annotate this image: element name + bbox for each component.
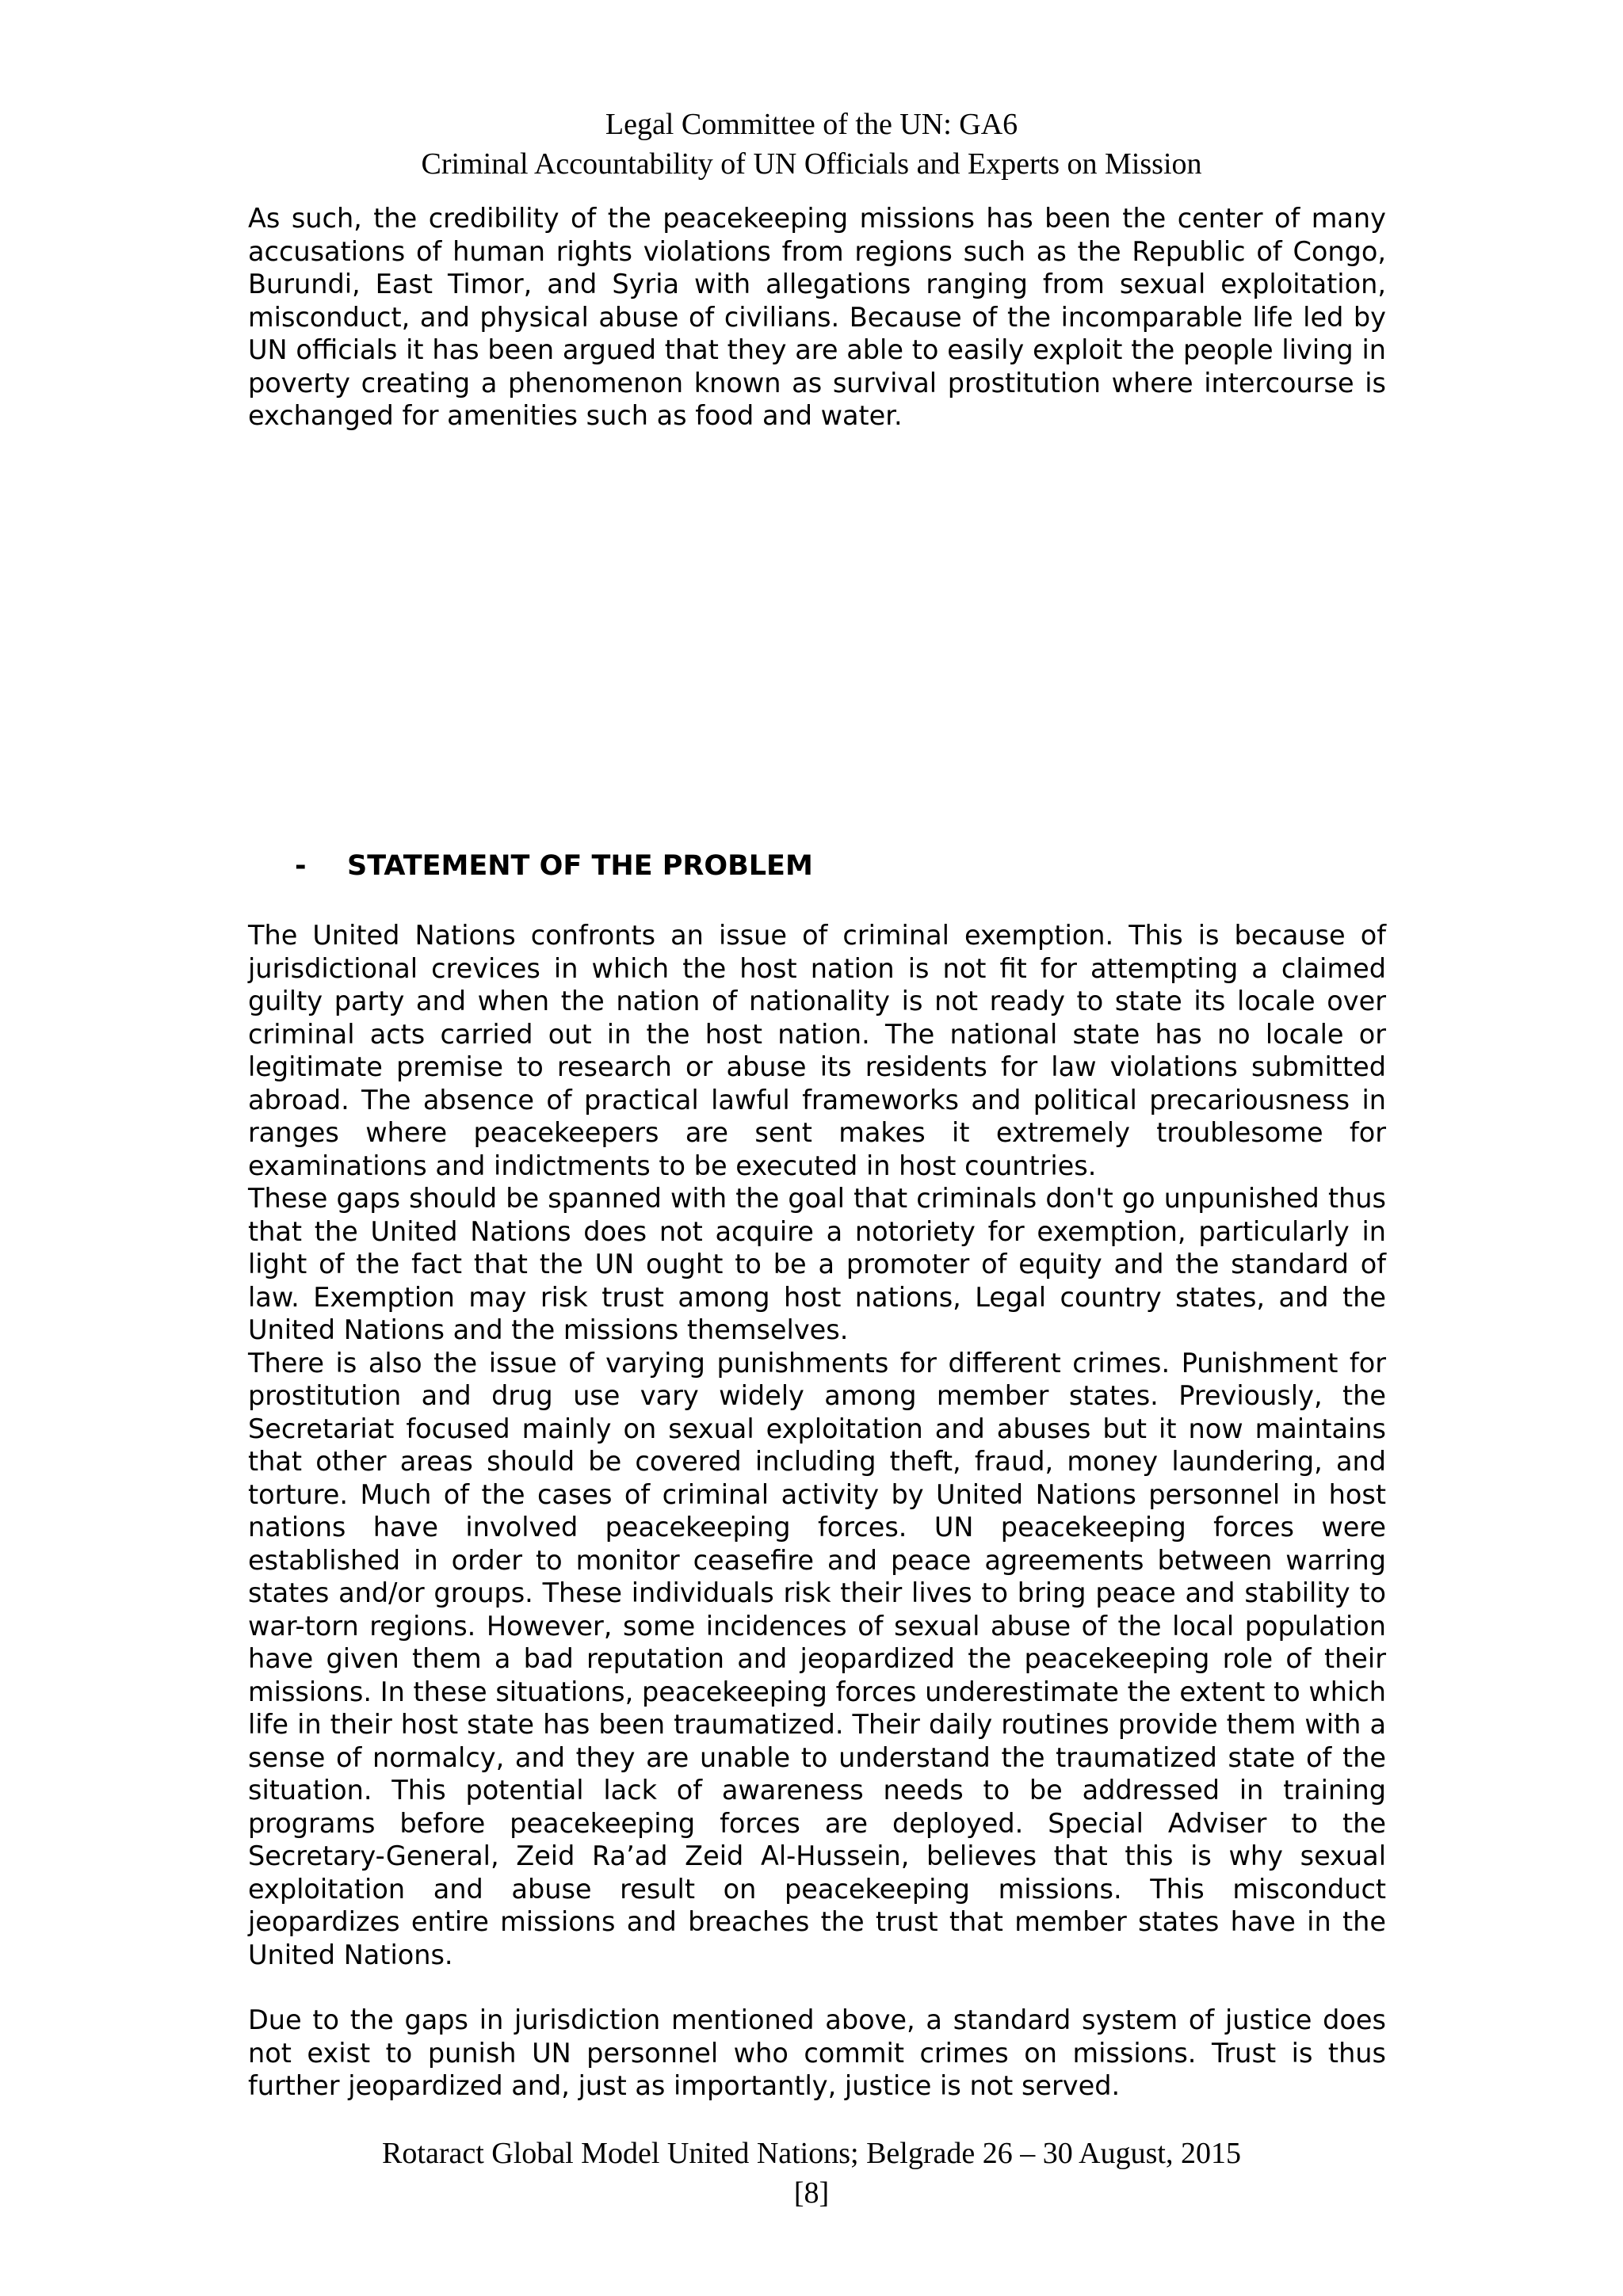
paragraph-2: These gaps should be spanned with the goal that criminals don't go unpunished thus that the United Nations does not acquire a notoriety for exemption, particularly in light of the fact that the UN ought to be a promoter of equity and the standard of law. Exemption may risk trust among host nations, Legal country states, and the United Nations and the missions themselves. [248, 1183, 1386, 1345]
conference-line: Rotaract Global Model United Nations; Belgrade 26 – 30 August, 2015 [382, 2137, 1241, 2170]
section-heading-text: STATEMENT OF THE PROBLEM [347, 850, 813, 882]
paragraph-3: There is also the issue of varying punishments for different crimes. Punishment for prostitution and drug use vary widely among member states. Previously, the Secretariat focused mainly on sexual exploitation and abuses but it now maintains that other areas should be covered including theft, fraud, money laundering, and torture. Much of the cases of criminal activity by United Nations personnel in host nations have involved peacekeeping forces. UN peacekeeping forces were established in order to monitor ceasefire and peace agreements between warring states and/or groups. These individuals risk their lives to bring peace and stability to war-torn regions. However, some incidences of sexual abuse of the local population have given them a bad reputation and jeopardized the peacekeeping role of their missions. In these situations, peacekeeping forces underestimate the extent to which life in their host state has been traumatized. Their daily routines provide them with a sense of normalcy, and they are unable to understand the traumatized state of the situation. This potential lack of awareness needs to be addressed in training programs before peacekeeping forces are deployed. Special Adviser to the Secretary-General, Zeid Ra’ad Zeid Al-Hussein, believes that this is why sexual exploitation and abuse result on peacekeeping missions. This misconduct jeopardizes entire missions and breaches the trust that member states have in the United Nations. [248, 1347, 1386, 1970]
page-number: [8] [793, 2176, 830, 2210]
intro-paragraph: As such, the credibility of the peacekeeping missions has been the center of many accusations of human rights violations from regions such as the Republic of Congo, Burundi, East Timor, and Syria with allegations ranging from sexual exploitation, misconduct, and physical abuse of civilians. Because of the incomparable life led by UN officials it has been argued that they are able to easily exploit the people living in poverty creating a phenomenon known as survival prostitution where intercourse is exchanged for amenities such as food and water. [248, 203, 1386, 431]
page-footer [0, 2134, 1623, 2213]
heading-bullet: - [295, 850, 307, 882]
committee-title: Legal Committee of the UN: GA6 [605, 108, 1018, 141]
paragraph-4: Due to the gaps in jurisdiction mentioned above, a standard system of justice does not exist to punish UN personnel who commit crimes on missions. Trust is thus further jeopardized and, just as importantly, justice is not served. [248, 2004, 1386, 2101]
topic-title: Criminal Accountability of UN Officials and Experts on Mission [421, 147, 1202, 181]
section-body [248, 919, 1386, 2103]
page-header [0, 105, 1623, 184]
paragraph-1: The United Nations confronts an issue of criminal exemption. This is because of jurisdictional crevices in which the host nation is not fit for attempting a claimed guilty party and when the nation of nationality is not ready to state its locale over criminal acts carried out in the host nation. The national state has no locale or legitimate premise to research or abuse its residents for law violations submitted abroad. The absence of practical lawful frameworks and political precariousness in ranges where peacekeepers are sent makes it extremely troublesome for examinations and indictments to be executed in host countries. [248, 920, 1386, 1181]
section-heading [295, 848, 813, 884]
